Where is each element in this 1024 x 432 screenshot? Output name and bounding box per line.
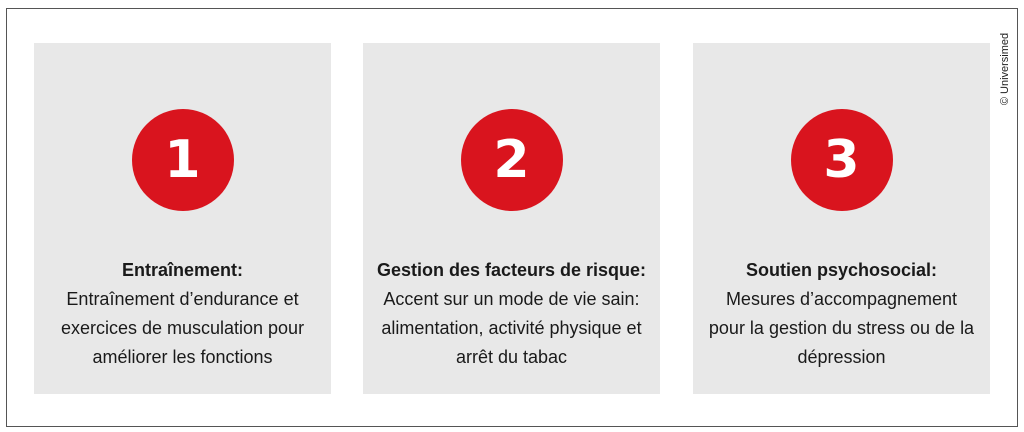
step-text-3 <box>701 256 982 372</box>
step-title-2: Gestion des facteurs de risque: <box>376 260 647 280</box>
step-description-line: Entraînement d’endurance et <box>66 289 299 309</box>
copyright-text: © Universimed <box>999 32 1011 106</box>
step-text-1 <box>42 256 323 372</box>
step-title-3: Soutien psychosocial: <box>745 260 938 280</box>
step-description-line: pour la gestion du stress ou de la <box>708 318 975 338</box>
step-number-badge-3: 3 <box>791 109 893 211</box>
step-card-3 <box>693 43 990 394</box>
step-text-2 <box>371 256 652 372</box>
step-description-line: alimentation, activité physique et <box>381 318 642 338</box>
step-description-line: améliorer les fonctions <box>92 347 273 367</box>
copyright-notice <box>997 22 1013 116</box>
step-description-line: Accent sur un mode de vie sain: <box>383 289 640 309</box>
step-number-badge-2: 2 <box>461 109 563 211</box>
step-description-line: exercices de musculation pour <box>60 318 305 338</box>
step-card-2 <box>363 43 660 394</box>
diagram-frame <box>6 8 1018 427</box>
step-number-badge-1: 1 <box>132 109 234 211</box>
step-description-line: dépression <box>797 347 886 367</box>
step-card-1 <box>34 43 331 394</box>
step-description-line: Mesures d’accompagnement <box>725 289 958 309</box>
step-title-1: Entraînement: <box>121 260 244 280</box>
step-description-line: arrêt du tabac <box>455 347 568 367</box>
